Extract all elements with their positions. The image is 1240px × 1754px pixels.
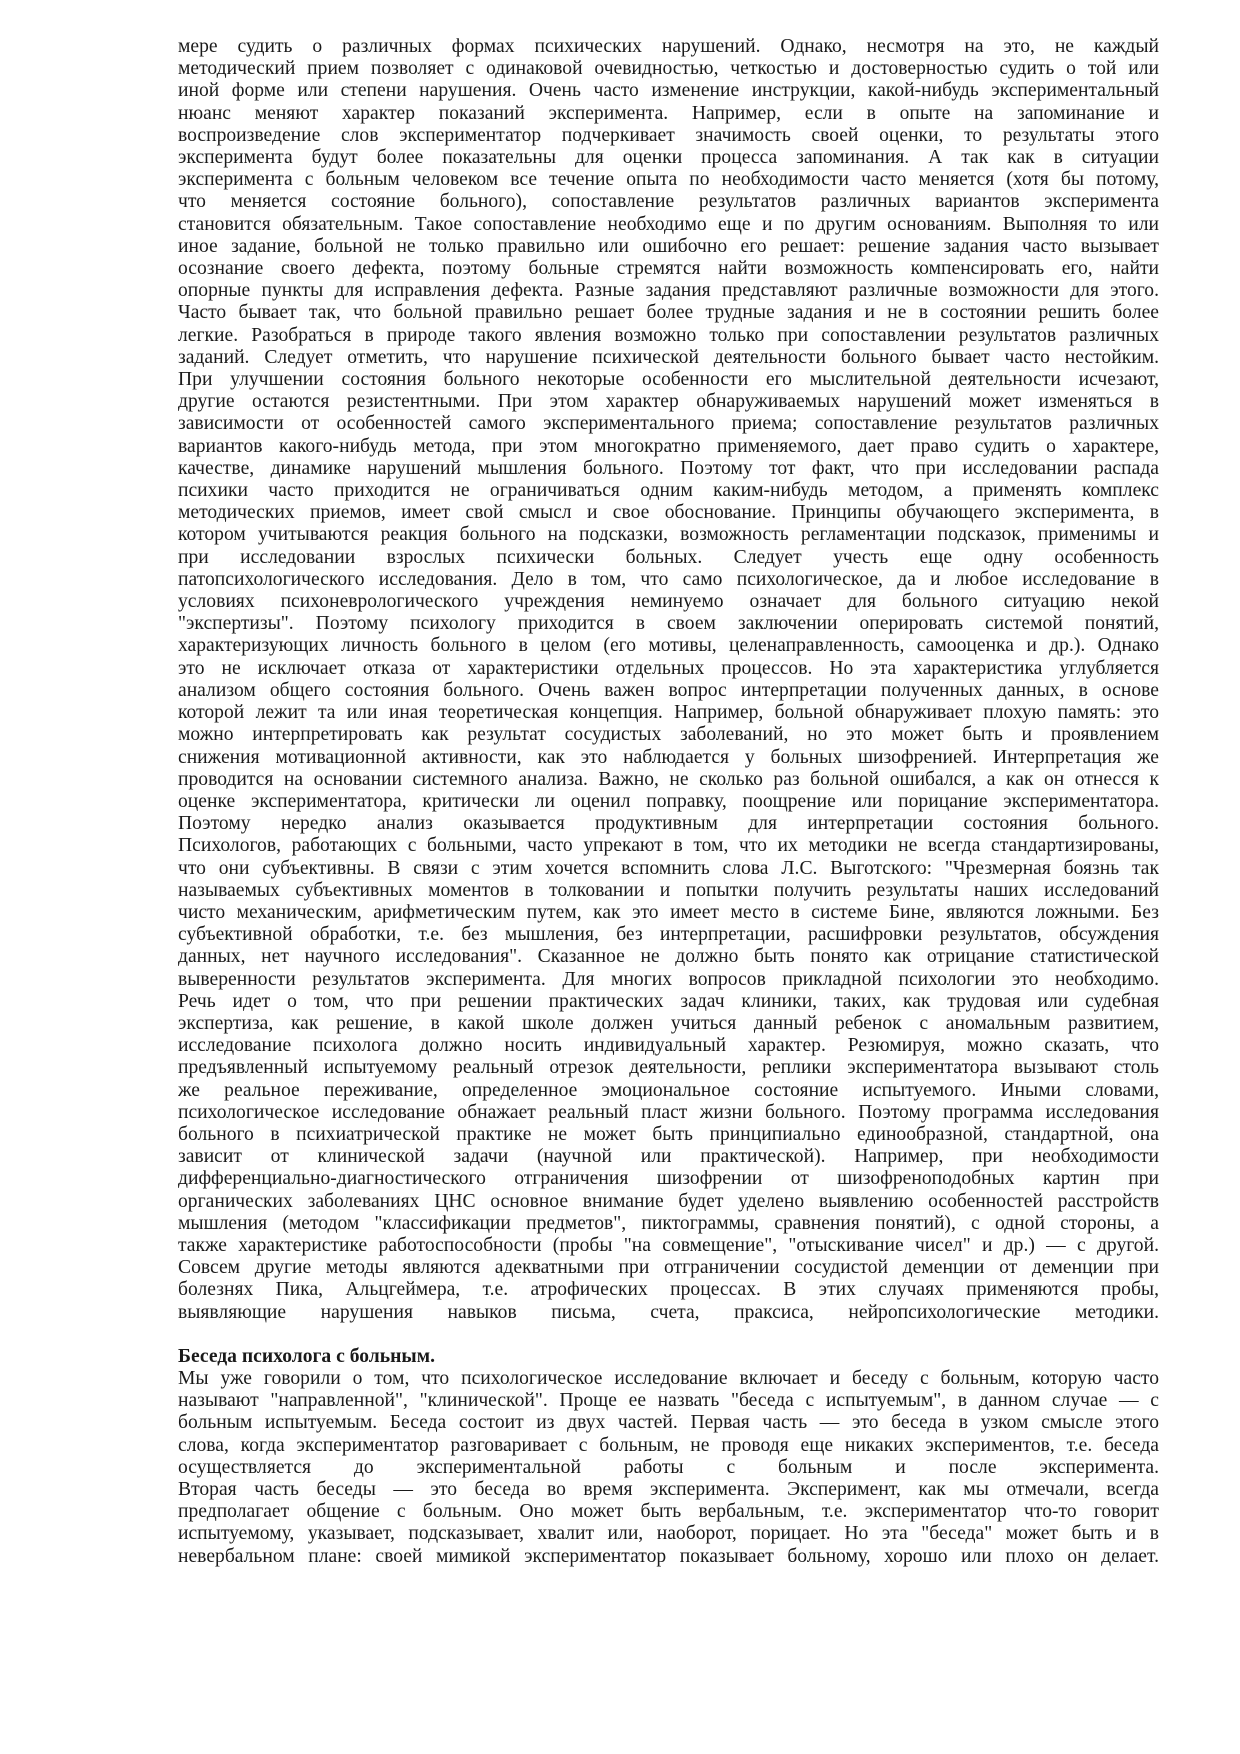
text-line: иной форме или степени нарушения. Очень часто изменение инструкции, какой-нибудь экспериментальный (178, 80, 1159, 102)
text-line: мере судить о различных формах психических нарушений. Однако, несмотря на это, не каждый (178, 36, 1159, 57)
text-line: заданий. Следует отметить, что нарушение психической деятельности больного бывает часто нестойким. (178, 346, 1159, 368)
text-line: предъявленный испытуемому реальный отрезок деятельности, реплики экспериментатора вызывают столь (178, 1057, 1159, 1079)
text-line: которой лежит та или иная теоретическая концепция. Например, больной обнаруживает плохую память: это (178, 702, 1159, 724)
text-line: другие остаются резистентными. При этом характер обнаруживаемых нарушений может изменяться в (178, 391, 1159, 413)
text-line: слова, когда экспериментатор разговаривает с больным, не проводя еще никаких экспериментов, т.е. беседа (178, 1434, 1159, 1456)
text-line: выверенности результатов эксперимента. Для многих вопросов прикладной психологии это необходимо. (178, 968, 1159, 990)
document-page (178, 36, 1159, 1568)
text-line: исследование психолога должно носить индивидуальный характер. Резюмируя, можно сказать, что (178, 1035, 1159, 1057)
text-line: эксперимента с больным человеком все течение опыта по необходимости часто меняется (хотя бы потому, (178, 169, 1159, 191)
text-line: осознание своего дефекта, поэтому больные стремятся найти возможность компенсировать его, найти (178, 258, 1159, 280)
text-line: Поэтому нередко анализ оказывается продуктивным для интерпретации состояния больного. (178, 813, 1159, 835)
text-line: анализом общего состояния больного. Очень важен вопрос интерпретации полученных данных, в основе (178, 679, 1159, 701)
text-line: называемых субъективных моментов в толковании и попытки получить результаты наших исследований (178, 879, 1159, 901)
text-line: данных, нет научного исследования". Сказанное не должно быть понято как отрицание статистической (178, 946, 1159, 968)
text-line: можно интерпретировать как результат сосудистых заболеваний, но это может быть и проявлением (178, 724, 1159, 746)
text-line: же реальное переживание, определенное эмоциональное состояние испытуемого. Иными словами, (178, 1079, 1159, 1101)
text-line: больного в психиатрической практике не может быть принципиально единообразной, стандартной, она (178, 1123, 1159, 1145)
body-paragraph-2 (178, 1368, 1159, 1568)
text-line: вариантов какого-нибудь метода, при этом многократно применяемого, дает право судить о характере, (178, 435, 1159, 457)
text-line: также характеристике работоспособности (пробы "на совмещение", "отыскивание чисел" и др.) — с другой. (178, 1234, 1159, 1256)
text-line: экспертиза, как решение, в какой школе должен учиться данный ребенок с аномальным развитием, (178, 1012, 1159, 1034)
text-line: органических заболеваниях ЦНС основное внимание будет уделено выявлению особенностей расстройств (178, 1190, 1159, 1212)
text-line: Часто бывает так, что больной правильно решает более трудные задания и не в состоянии решить более (178, 302, 1159, 324)
text-line: методический прием позволяет с одинаковой очевидностью, четкостью и достоверностью судить о той или (178, 58, 1159, 80)
text-line: снижения мотивационной активности, как это наблюдается у больных шизофренией. Интерпретация же (178, 746, 1159, 768)
text-line: невербальном плане: своей мимикой экспериментатор показывает больному, хорошо или плохо он делает. (178, 1545, 1159, 1567)
text-line: это не исключает отказа от характеристики отдельных процессов. Но эта характеристика углубляется (178, 657, 1159, 679)
section-heading: Беседа психолога с больным. (178, 1345, 435, 1367)
text-line: Совсем другие методы являются адекватными при отграничении сосудистой деменции от деменции при (178, 1257, 1159, 1279)
text-line: качестве, динамике нарушений мышления больного. Поэтому тот факт, что при исследовании распада (178, 457, 1159, 479)
text-line: предполагает общение с больным. Оно может быть вербальным, т.е. экспериментатор что-то говорит (178, 1501, 1159, 1523)
body-paragraph-1 (178, 36, 1159, 1324)
text-line: субъективной обработки, т.е. без мышления, без интерпретации, расшифровки результатов, обсуждения (178, 924, 1159, 946)
text-line: выявляющие нарушения навыков письма, счета, праксиса, нейропсихологические методики. (178, 1301, 1159, 1323)
text-line: "экспертизы". Поэтому психологу приходится в своем заключении оперировать системой понятий, (178, 613, 1159, 635)
text-line: проводится на основании системного анализа. Важно, не сколько раз больной ошибался, а как он отнесся к (178, 768, 1159, 790)
text-line: эксперимента будут более показательны для оценки процесса запоминания. А так как в ситуации (178, 147, 1159, 169)
text-line: дифференциально-диагностического отграничения шизофрении от шизофреноподобных картин при (178, 1168, 1159, 1190)
text-line: зависит от клинической задачи (научной или практической). Например, при необходимости (178, 1146, 1159, 1168)
text-line: При улучшении состояния больного некоторые особенности его мыслительной деятельности исчезают, (178, 369, 1159, 391)
text-line: психологическое исследование обнажает реальный пласт жизни больного. Поэтому программа исследования (178, 1101, 1159, 1123)
text-line: испытуемому, указывает, подсказывает, хвалит или, наоборот, порицает. Но эта "беседа" может быть и в (178, 1523, 1159, 1545)
text-line: зависимости от особенностей самого экспериментального приема; сопоставление результатов различных (178, 413, 1159, 435)
text-line: легкие. Разобраться в природе такого явления возможно только при сопоставлении результатов различных (178, 324, 1159, 346)
text-line: Психологов, работающих с больными, часто упрекают в том, что их методики не всегда стандартизированы, (178, 835, 1159, 857)
text-line: Речь идет о том, что при решении практических задач клиники, таких, как трудовая или судебная (178, 990, 1159, 1012)
text-line: котором учитываются реакция больного на подсказки, возможность регламентации подсказок, применимы и (178, 524, 1159, 546)
text-line: чисто механическим, арифметическим путем, как это имеет место в системе Бине, являются ложными. Без (178, 901, 1159, 923)
text-line: Мы уже говорили о том, что психологическое исследование включает и беседу с больным, которую часто (178, 1367, 1159, 1389)
text-line: осуществляется до экспериментальной работы с больным и после эксперимента. (178, 1456, 1159, 1478)
text-line: условиях психоневрологического учреждения неминуемо означает для больного ситуацию некой (178, 591, 1159, 613)
text-line: мышления (методом "классификации предметов", пиктограммы, сравнения понятий), с одной стороны, а (178, 1212, 1159, 1234)
text-line: Вторая часть беседы — это беседа во время эксперимента. Эксперимент, как мы отмечали, всегда (178, 1479, 1159, 1500)
text-line: психики часто приходится не ограничиваться одним каким-нибудь методом, а применять комплекс (178, 480, 1159, 502)
text-line: болезнях Пика, Альцгеймера, т.е. атрофических процессах. В этих случаях применяются пробы, (178, 1279, 1159, 1301)
text-line: при исследовании взрослых психически больных. Следует учесть еще одну особенность (178, 546, 1159, 568)
text-line: нюанс меняют характер показаний эксперимента. Например, если в опыте на запоминание и (178, 102, 1159, 124)
text-line: патопсихологического исследования. Дело в том, что само психологическое, да и любое исследование в (178, 568, 1159, 590)
text-line: характеризующих личность больного в целом (его мотивы, целенаправленность, самооценка и др.). Однако (178, 635, 1159, 657)
text-line: опорные пункты для исправления дефекта. Разные задания представляют различные возможности для этого. (178, 280, 1159, 302)
text-line: методических приемов, имеет свой смысл и свое обоснование. Принципы обучающего эксперимента, в (178, 502, 1159, 524)
paragraph-gap (178, 1324, 1159, 1346)
text-line: оценке экспериментатора, критически ли оценил поправку, поощрение или порицание экспериментатора. (178, 790, 1159, 812)
text-line: что они субъективны. В связи с этим хочется вспомнить слова Л.С. Выготского: "Чрезмерная боязнь так (178, 857, 1159, 879)
text-line: больным испытуемым. Беседа состоит из двух частей. Первая часть — это беседа в узком смысле этого (178, 1412, 1159, 1434)
text-line: воспроизведение слов экспериментатор подчеркивает значимость своей оценки, то результаты этого (178, 124, 1159, 146)
text-line: что меняется состояние больного), сопоставление результатов различных вариантов эксперимента (178, 191, 1159, 213)
text-line: иное задание, больной не только правильно или ошибочно его решает: решение задания часто вызывает (178, 235, 1159, 257)
text-line: называют "направленной", "клинической". Проще ее назвать "беседа с испытуемым", в данном случае — с (178, 1390, 1159, 1412)
text-line: становится обязательным. Такое сопоставление необходимо еще и по другим основаниям. Выполняя то или (178, 213, 1159, 235)
